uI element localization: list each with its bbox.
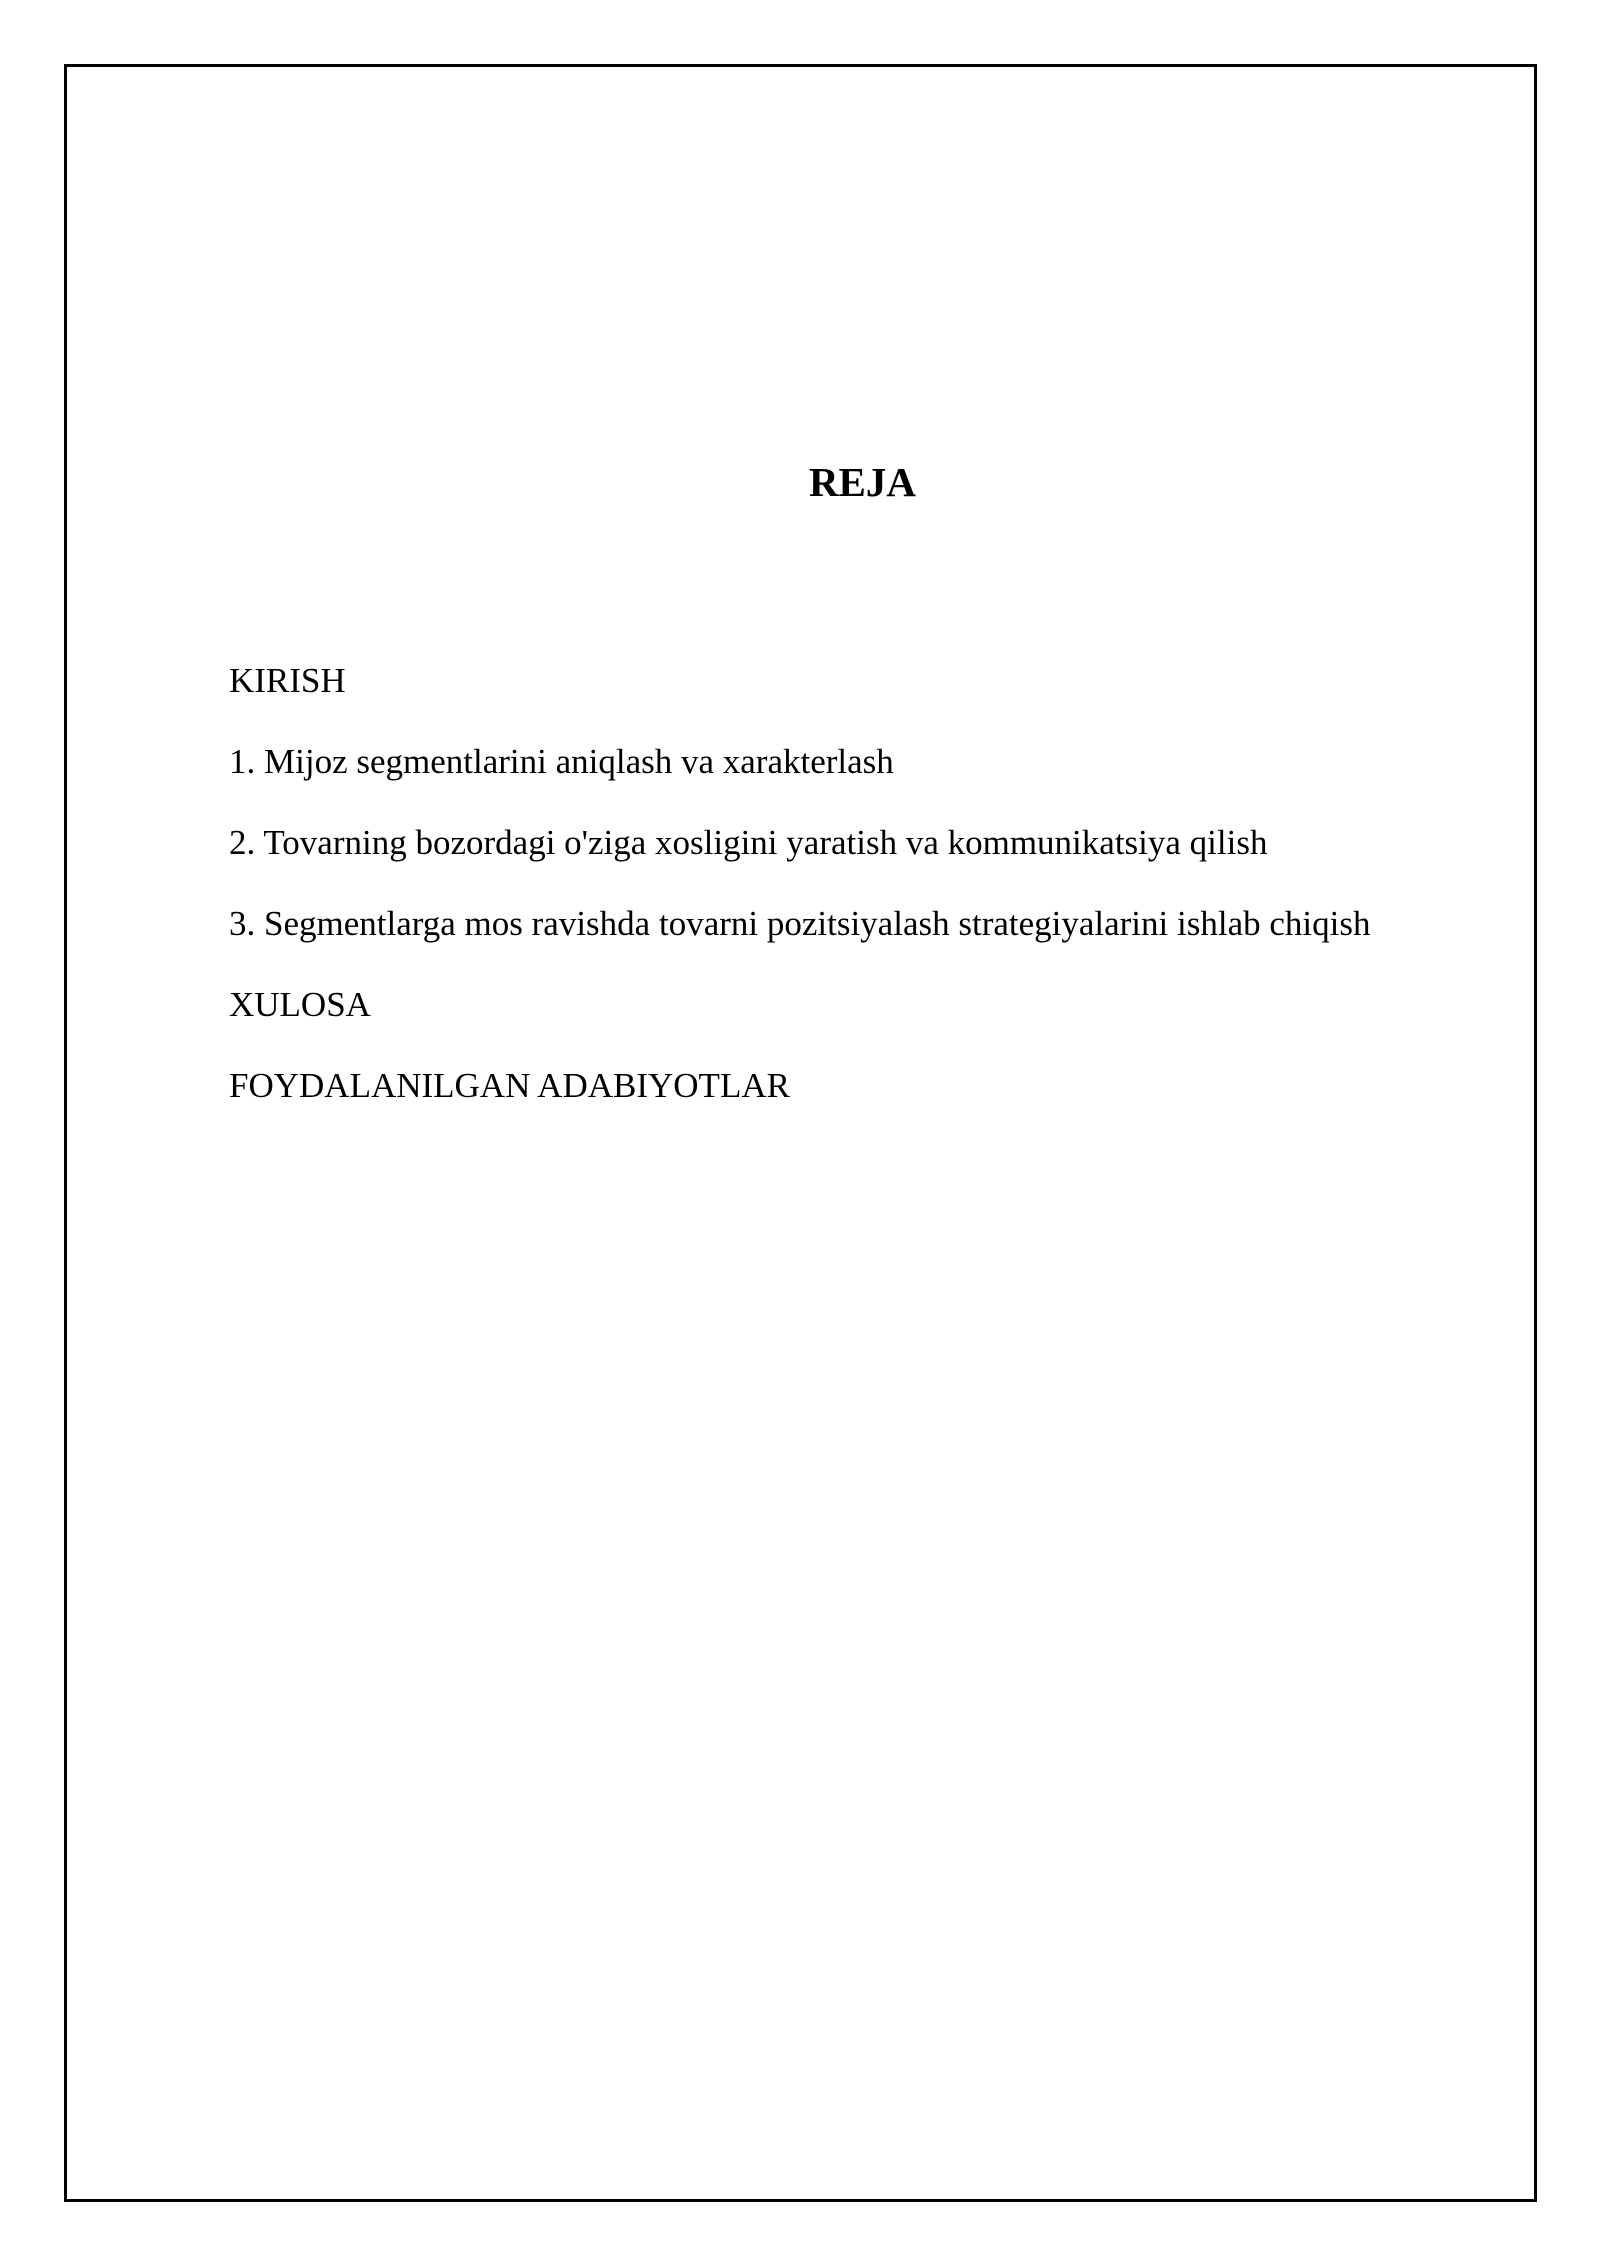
table-of-contents <box>229 640 1370 1126</box>
toc-item-section-2: 2. Tovarning bozordagi o'ziga xosligini yaratish va kommunikatsiya qilish <box>229 823 1268 862</box>
toc-item-section-3: 3. Segmentlarga mos ravishda tovarni pozitsiyalash strategiyalarini ishlab chiqish <box>229 904 1371 943</box>
toc-item-introduction: KIRISH <box>229 661 346 700</box>
toc-item-references: FOYDALANILGAN ADABIYOTLAR <box>229 1066 790 1105</box>
page-title: REJA <box>808 459 917 505</box>
page-border <box>64 64 1537 2202</box>
toc-item-section-1: 1. Mijoz segmentlarini aniqlash va xarakterlash <box>229 742 894 781</box>
toc-item-conclusion: XULOSA <box>229 985 371 1024</box>
